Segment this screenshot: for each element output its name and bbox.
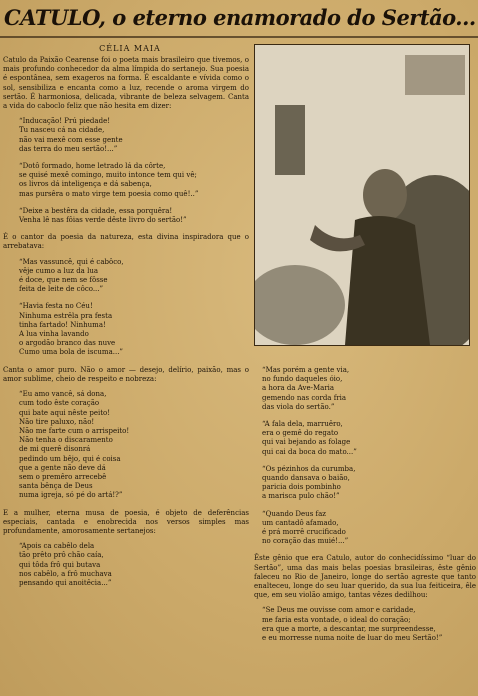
verse-block: “Deixe a bestêra da cidade, essa porquêra! Venha lê nas fôias verde dêste livro do sertão!” [19,206,187,225]
verse-block: “Apois ca cabêlo dela tão prêto prô chão caía, qui tôda frô qui butava nos cabêlo, a frô muchava pensando qui anoitêcia...” [19,542,112,587]
portrait-photo-illustration [255,45,469,345]
verse-block: “Havia festa no Céu! Ninhuma estrêla pra festa tinha fartado! Ninhuma! A lua vinha lavando o argodão branco das nuve Cumo uma bola de iscuma...” [19,302,123,357]
verse-block: “Inducação! Prú piedade! Tu nasceu cá na cidade, não vai mexê com esse gente das terra do meu sertão!...” [19,117,123,153]
left-column [3,56,249,596]
verse-block: “Eu amo vancê, sá dona, cum todo êste coração qui bate aqui nêste peito! Não tire paluxo, não! Não me farte cum o arrispeito! Não tenha o discaramento de mi querê disonrá pedindo um bêjo, qui é coisa que a gente não deve dá sem o premêro arrecebê santa bênça de Deus numa igreja, só pé do artá!?” [19,390,130,500]
verse-block: “Dotô formado, home letrado lá da côrte, se quisé mexê comingo, muito intonce tem qui vê; os livros dá inteligença e dá sabença, mas pursêra o mato virge tem poesia como quê!..” [19,162,199,198]
verse-block: “Os pézinhos da curumba, quando dansava o baião, paricia dois pombinho a marisca pulo chão!” [262,464,356,501]
body-paragraph: Canta o amor puro. Não o amor — desejo, delírio, paixão, mas o amor sublime, cheio de respeito e nobreza: [3,365,249,383]
verse-block: “A fala dela, marruêro, era o gemê do regato qui vai bejando as folage qui cai da boca do mato...” [262,420,357,456]
verse-block: “Mas vassuncê, qui é cabôco, vêje cumo a luz da lua é doce, que nem se fôsse feita de leite de côco...” [19,257,124,294]
verse-block: “Mas porém a gente via, no fundo daqueles óio, a hora da Ave-Maria gemendo nas corda fria das viola do sertão.” [262,366,350,411]
verse-block: “Quando Deus faz um cantadô afamado, é prá morrê crucificado no coração das muié!...” [262,509,349,546]
byline: CÉLIA MAIA [99,44,161,53]
body-paragraph: É o cantor da poesia da natureza, esta divina inspiradora que o arrebatava: [3,233,249,251]
verse-block: “Se Deus me ouvisse com amor e caridade, me faria esta vontade, o ideal do coração; era que a morte, a descantar, me surpreendesse, e eu morresse numa noite de luar do meu Sertão!” [262,606,443,643]
headline-rule [0,36,478,38]
right-column [254,366,476,651]
closing-paragraph: Êste gênio que era Catulo, autor do conhecidíssimo “luar do Sertão”, uma das mais belas poesias brasileiras, êste gênio faleceu no Rio de Janeiro, longe do sertão agreste que tanto enalteceu, longe do seu luar querido, da sua lua feiticeira, êle que, em seu violão amigo, tantas vêzes dedilhou: [254,554,476,600]
body-paragraph: E a mulher, eterna musa de poesia, é objeto de deferências especiais, cantada e enobrecida nos versos simples mas profundamente, amorosamente sertanejos: [3,508,249,535]
headline: CATULO, o eterno enamorado do Sertão... [4,5,476,30]
intro-paragraph: Catulo da Paixão Cearense foi o poeta mais brasileiro que tivemos, o mais profundo conhecedor da alma límpida do sertanejo. Sua poesia é espontânea, sem exageros na forma. É escaldante e vívida como o sol, sensibiliza e encanta como a luz, recende o aroma virgem do sertão. É harmoniosa, delicada, vibrante de beleza selvagem. Canta a vida do caboclo feliz que não hesita em dizer: [3,56,249,111]
portrait-photo [254,44,470,346]
